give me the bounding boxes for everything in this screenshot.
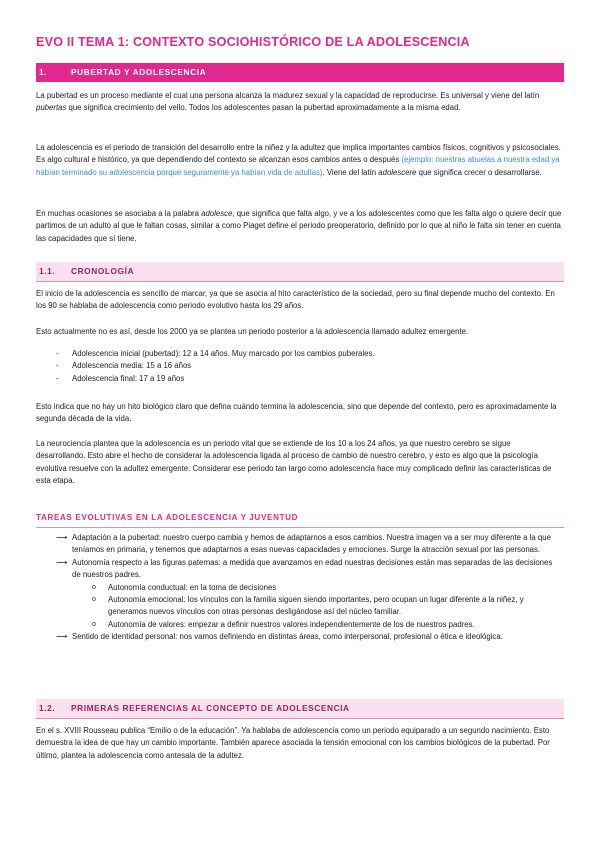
subtask-text: Autonomía conductual: en la toma de decisiones	[108, 582, 277, 592]
task-text: Adaptación a la pubertad: nuestro cuerpo cambia y hemos de adaptarnos a esos cambios. Nuestra imagen va a ser muy diferente a la que teníamos en primaria, y tenemos que adaptarnos a esas nuevas capacidades y emociones. Surge la atracción sexual por las personas.	[72, 533, 551, 555]
text-run: La adolescencia es el periodo de transición del desarrollo entre la niñez y la adultez que implica importantes cambios físicos, cognitivos y psicosociales. Es algo cultural e histórico, ya que dependiendo del contexto se alcanzan esos cambios antes o después	[36, 143, 561, 165]
latin-term-adolescere: adolescere	[378, 167, 417, 177]
list-item	[36, 373, 562, 385]
stage-text: Adolescencia media: 15 a 16 años	[72, 361, 192, 371]
section-1-1-number: 1.1.	[39, 266, 56, 276]
tasks-heading: TAREAS EVOLUTIVAS EN LA ADOLESCENCIA Y JUVENTUD	[36, 513, 564, 528]
paragraph-rousseau: En el s. XVIII Rousseau publica “Emilio o de la educación”. Ya hablaba de adolescencia como un periodo equiparado a un segundo nacimiento. Esto demuestra la idea de que hay un cambio importante. También aparece asociada la tensión emocional con los cambios biológicos de la pubertad. Por último, plantea la adolescencia como antesala de la adultez.	[36, 726, 550, 760]
section-1-2-number: 1.2.	[39, 703, 56, 713]
list-item	[36, 594, 562, 619]
circle-bullet-icon: o	[92, 596, 96, 604]
dash-bullet: -	[56, 349, 59, 358]
list-item	[36, 557, 562, 582]
latin-term-pubertas: pubertas	[36, 103, 67, 113]
section-1-1-heading	[36, 262, 564, 282]
stage-text: Adolescencia final: 17 a 19 años	[72, 373, 185, 383]
latin-term-adolesce: adolesce	[201, 209, 233, 218]
dash-bullet: -	[56, 373, 59, 383]
section-1-number: 1.	[39, 67, 48, 77]
text-run: En muchas ocasiones se asociaba a la palabra	[36, 209, 202, 218]
subtask-text: Autonomía de valores: empezar a definir nuestros valores independientemente de los de nuestros padres.	[108, 619, 475, 629]
task-text: Autonomía respecto a las figuras paternas: a medida que avanzamos en edad nuestras decisiones están mas separadas de las decisiones de nuestros padres.	[72, 557, 553, 580]
arrow-bullet-icon: ⟶	[56, 557, 68, 567]
list-item	[36, 360, 562, 372]
paragraph-pubertad	[36, 90, 562, 115]
section-1-2-heading	[36, 699, 564, 719]
paragraph-hito: Esto indica que no hay un hito biológico claro que defina cuándo termina la adolescencia, sino que depende del contexto, pero es aproximadamente la segunda década de la vida.	[36, 402, 557, 424]
text-run: La pubertad es un proceso mediante el cual una persona alcanza la madurez sexual y la capacidad de reproducirse. Es universal y viene del latín	[36, 91, 540, 100]
stage-text: Adolescencia inicial (pubertad): 12 a 14 años. Muy marcado por los cambios puberales.	[72, 349, 375, 358]
tasks-list	[36, 532, 562, 644]
circle-bullet-icon: o	[92, 583, 96, 591]
text-run: , que significa que falta algo, y ve a los adolescentes como que les falta algo o quiere decir que partimos de un adulto al que le faltan cosas, similar a como Piaget define el periodo preoperatorio, definido por lo que al niño le falta sin tener en cuenta las capacidades que sí tiene.	[36, 209, 562, 243]
page-title: EVO II TEMA 1: CONTEXTO SOCIOHISTÓRICO DE LA ADOLESCENCIA	[36, 35, 470, 49]
arrow-bullet-icon: ⟶	[56, 632, 68, 642]
section-1-heading	[36, 63, 564, 82]
stages-list	[36, 348, 562, 385]
paragraph-inicio: El inicio de la adolescencia es sencillo de marcar, ya que se asocia al hito característico de la sociedad, pero su final depende mucho del contexto. En los 90 se hablaba de adolescencia como periodo evolutivo hasta los 29 años.	[36, 289, 555, 311]
paragraph-adultez-emergente: Esto actualmente no es así, desde los 2000 ya se plantea un periodo posterior a la adolescencia llamado adultez emergente.	[36, 327, 469, 336]
dash-bullet: -	[56, 361, 59, 371]
list-item	[36, 532, 562, 557]
arrow-bullet-icon: ⟶	[56, 533, 68, 542]
text-run: que significa crecer o desarrollarse.	[416, 167, 542, 177]
text-run: que significa crecimiento del vello. Todos los adolescentes pasan la pubertad aproximadamente a la misma edad.	[66, 103, 461, 113]
circle-bullet-icon: o	[92, 620, 96, 628]
list-item	[36, 348, 562, 360]
paragraph-adolesce	[36, 208, 562, 245]
example-highlight: (ejemplo: nuestras abuelas a nuestra edad ya habían terminado su adolescencia porque seguramente ya habían vida de adultas)	[36, 155, 560, 177]
list-item	[36, 619, 562, 631]
paragraph-adolescencia	[36, 142, 562, 179]
subtask-text: Autonomía emocional: los vínculos con la familia siguen siendo importantes, pero ocupan un lugar diferente a la niñez, y generamos nuevos vínculos con otras personas desligándose así del núcleo familiar.	[108, 595, 524, 617]
section-1-label: PUBERTAD Y ADOLESCENCIA	[71, 67, 207, 77]
text-run: . Viene del latín	[322, 167, 379, 177]
task-text: Sentido de identidad personal: nos vamos definiendo en distintas áreas, como interpersonal, profesional o ética e ideológica.	[72, 632, 503, 642]
paragraph-neurociencia: La neurociencia plantea que la adolescencia es un periodo vital que se extiende de los 10 a los 24 años, ya que nuestro cerebro se sigue desarrollando. Esto abre el hecho de considerar la adolescencia ligada al proceso de cambio de nuestro cerebro, y esto es algo que la psicología evolutiva resuelve con la adultez emergente. Considerar ese periodo tan largo como adolescencia hace muy complicado definir las características de esta etapa.	[36, 439, 552, 486]
section-1-2-label: PRIMERAS REFERENCIAS AL CONCEPTO DE ADOLESCENCIA	[71, 703, 350, 713]
list-item	[36, 631, 562, 643]
section-1-1-label: CRONOLOGÍA	[71, 266, 135, 276]
list-item	[36, 582, 562, 594]
